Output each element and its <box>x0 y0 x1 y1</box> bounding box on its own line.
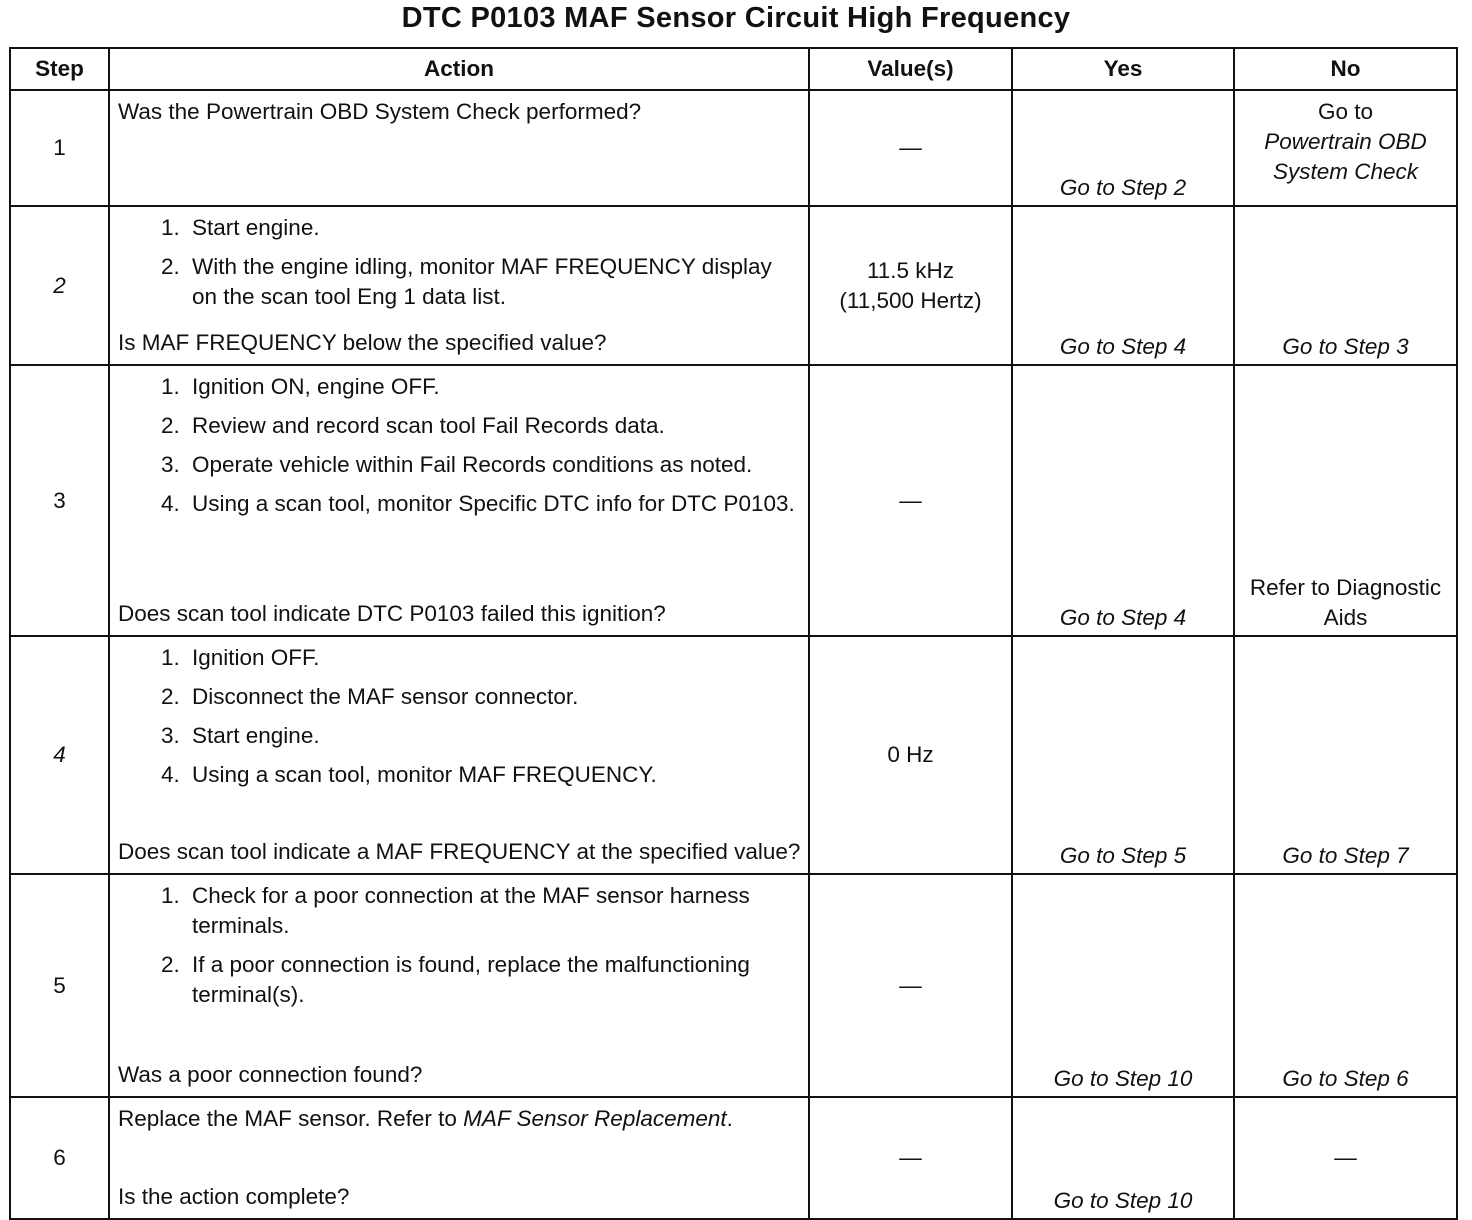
table-row <box>10 90 1457 206</box>
action-item: 1. Start engine. <box>186 213 802 243</box>
value-cell: — <box>809 1097 1012 1219</box>
action-item: 2. Review and record scan tool Fail Records data. <box>186 411 802 441</box>
procedure-reference-link[interactable]: MAF Sensor Replacement <box>463 1106 727 1131</box>
step-header: Step <box>10 48 109 90</box>
action-item: 2. If a poor connection is found, replace the malfunctioning terminal(s). <box>186 950 802 1010</box>
value-cell: 0 Hz <box>809 636 1012 874</box>
yes-link[interactable]: Go to Step 5 <box>1012 636 1234 874</box>
action-item: 4. Using a scan tool, monitor Specific DTC info for DTC P0103. <box>186 489 802 519</box>
question-text: Does scan tool indicate a MAF FREQUENCY at the specified value? <box>118 839 801 864</box>
action-item: 2. With the engine idling, monitor MAF FREQUENCY display on the scan tool Eng 1 data list. <box>186 252 802 312</box>
step-number: 5 <box>10 874 109 1097</box>
no-link[interactable]: Go to Step 3 <box>1234 206 1457 365</box>
question-text: Does scan tool indicate DTC P0103 failed this ignition? <box>118 601 666 626</box>
step-number: 2 <box>10 206 109 365</box>
page-title: DTC P0103 MAF Sensor Circuit High Frequency <box>401 2 1071 34</box>
step-number: 3 <box>10 365 109 636</box>
action-text-suffix: . <box>726 1106 733 1131</box>
question-text: Was a poor connection found? <box>118 1062 423 1087</box>
no-link[interactable]: Go to Step 7 <box>1234 636 1457 874</box>
action-cell <box>109 874 809 1097</box>
no-header: No <box>1234 48 1457 90</box>
action-item: 2. Disconnect the MAF sensor connector. <box>186 682 802 712</box>
value-secondary: (11,500 Hertz) <box>839 287 982 313</box>
step-number: 4 <box>10 636 109 874</box>
action-header: Action <box>109 48 809 90</box>
no-prefix: Go to <box>1317 99 1374 124</box>
value-cell: — <box>809 90 1012 206</box>
yes-link[interactable]: Go to Step 2 <box>1012 90 1234 206</box>
action-steps <box>118 643 802 794</box>
diagnostic-table <box>9 47 1458 1220</box>
action-steps <box>118 881 802 1014</box>
action-text-prefix: Replace the MAF sensor. Refer to <box>118 1106 457 1131</box>
question-text: Is the action complete? <box>118 1184 350 1209</box>
header-row <box>10 48 1457 90</box>
no-cell: — <box>1234 1097 1457 1219</box>
step-number: 6 <box>10 1097 109 1219</box>
action-item: 3. Start engine. <box>186 721 802 751</box>
yes-header: Yes <box>1012 48 1234 90</box>
table-row <box>10 1097 1457 1219</box>
action-item: 1. Ignition OFF. <box>186 643 802 673</box>
action-cell <box>109 90 809 206</box>
step-number: 1 <box>10 90 109 206</box>
yes-link[interactable]: Go to Step 4 <box>1012 206 1234 365</box>
action-steps <box>118 372 802 523</box>
action-steps <box>118 213 802 316</box>
no-link[interactable]: Powertrain OBD System Check <box>1264 129 1427 184</box>
yes-link[interactable]: Go to Step 4 <box>1012 365 1234 636</box>
action-text <box>118 1104 802 1134</box>
no-link[interactable]: Go to Step 6 <box>1234 874 1457 1097</box>
action-cell <box>109 636 809 874</box>
action-item: 4. Using a scan tool, monitor MAF FREQUENCY. <box>186 760 802 790</box>
no-cell[interactable] <box>1234 90 1457 206</box>
value-primary: 11.5 kHz <box>866 257 955 283</box>
action-item: 1. Check for a poor connection at the MAF sensor harness terminals. <box>186 881 802 941</box>
question-text: Was the Powertrain OBD System Check performed? <box>118 99 642 124</box>
action-cell <box>109 206 809 365</box>
value-cell: — <box>809 874 1012 1097</box>
table-row <box>10 636 1457 874</box>
table-row <box>10 206 1457 365</box>
action-cell <box>109 365 809 636</box>
value-cell: — <box>809 365 1012 636</box>
values-header: Value(s) <box>809 48 1012 90</box>
action-cell <box>109 1097 809 1219</box>
value-cell <box>809 206 1012 365</box>
table-row <box>10 365 1457 636</box>
table-row <box>10 874 1457 1097</box>
action-item: 1. Ignition ON, engine OFF. <box>186 372 802 402</box>
yes-link[interactable]: Go to Step 10 <box>1012 1097 1234 1219</box>
action-item: 3. Operate vehicle within Fail Records conditions as noted. <box>186 450 802 480</box>
question-text: Is MAF FREQUENCY below the specified value? <box>118 330 607 355</box>
yes-link[interactable]: Go to Step 10 <box>1012 874 1234 1097</box>
no-link[interactable]: Refer to Diagnostic Aids <box>1234 365 1457 636</box>
